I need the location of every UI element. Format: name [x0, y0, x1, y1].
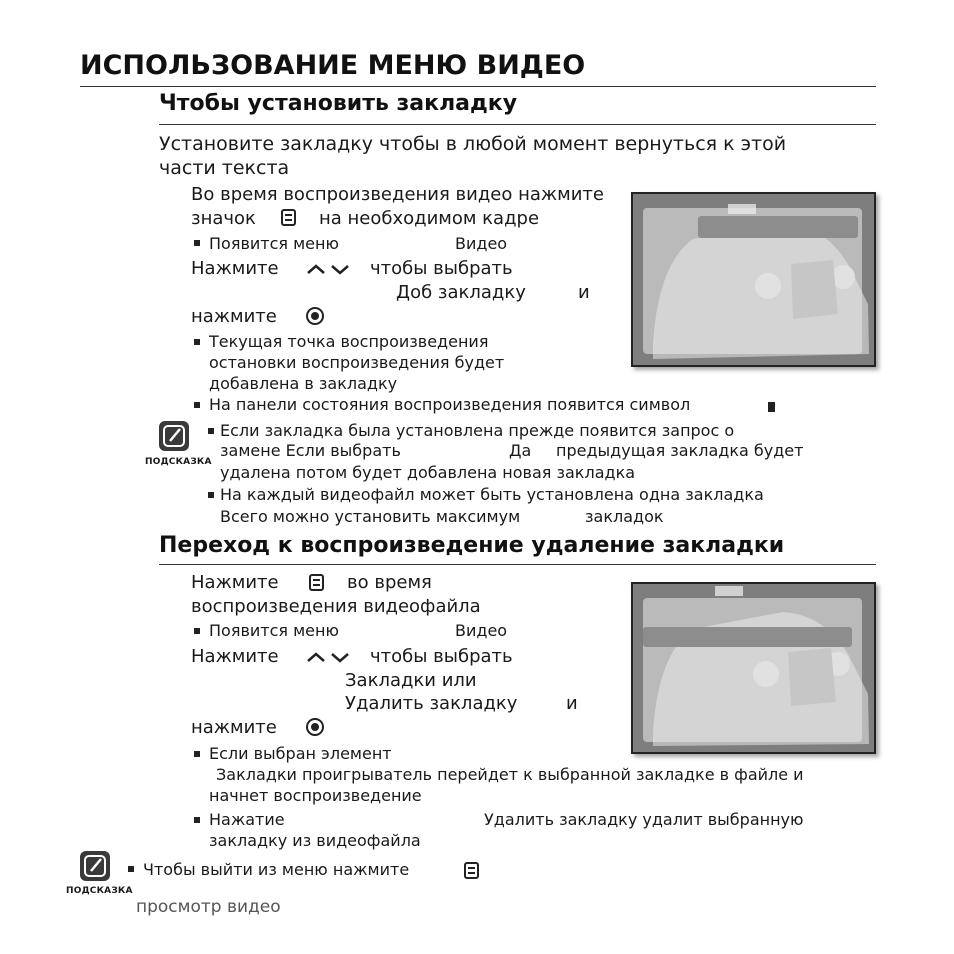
device-screenshot-2 — [631, 582, 876, 754]
tip-label: ПОДСКАЗКА — [145, 457, 212, 467]
s1-step2-option: Доб закладку — [396, 282, 526, 303]
tip-icon — [80, 851, 110, 881]
s2-step2-option2: Удалить закладку — [345, 693, 518, 714]
section2-rule — [159, 564, 876, 565]
s2-bullet2-line2: закладку из видеофайла — [209, 831, 421, 850]
menu-icon — [281, 209, 296, 226]
title-rule — [80, 86, 876, 87]
tip-icon — [159, 421, 189, 451]
tip1-line2a: замене Если выбрать — [220, 441, 401, 460]
s2-step1-press: Нажмите — [191, 572, 279, 593]
s2-step2-select: чтобы выбрать — [370, 646, 513, 667]
ok-button-icon — [306, 307, 324, 325]
section1-intro-line1: Установите закладку чтобы в любой момент вернуться к этой — [159, 133, 787, 155]
bullet-marker — [194, 402, 200, 408]
bullet-marker — [194, 339, 200, 345]
menu-overlay — [643, 598, 862, 742]
s1-step2-press2: нажмите — [191, 306, 277, 327]
s2-step2-option1: Закладки или — [345, 670, 477, 691]
ok-button-icon — [306, 718, 324, 736]
bullet-marker — [194, 817, 200, 823]
tip3-text: Чтобы выйти из меню нажмите — [143, 860, 410, 879]
menu-highlight — [698, 216, 858, 238]
up-down-arrows-icon — [305, 650, 351, 664]
section1-heading: Чтобы установить закладку — [159, 91, 518, 116]
tip1-line2-yes: Да — [509, 441, 532, 460]
s1-step1-word: значок — [191, 208, 256, 229]
s1-bullet1-line2: остановки воспроизведения будет — [209, 353, 505, 372]
bullet-marker — [194, 628, 200, 634]
bullet-marker — [194, 751, 200, 757]
s1-step1-line1: Во время воспроизведения видео нажмите — [191, 184, 604, 205]
page-title: ИСПОЛЬЗОВАНИЕ МЕНЮ ВИДЕО — [80, 50, 586, 81]
s2-step1-during: во время — [347, 572, 432, 593]
s1-bullet1-line3: добавлена в закладку — [209, 374, 398, 393]
tip2-line1: На каждый видеофайл может быть установлена одна закладка — [220, 485, 764, 504]
s1-step1-bullet: Появится меню — [209, 234, 339, 253]
s1-bullet2: На панели состояния воспроизведения появится символ — [209, 395, 691, 414]
s1-step2-press: Нажмите — [191, 258, 279, 279]
s2-step1-line2: воспроизведения видеофайла — [191, 596, 481, 617]
s1-step2-and: и — [578, 282, 590, 303]
s2-bullet2-line1a: Нажатие — [209, 810, 285, 829]
section1-rule — [159, 124, 876, 125]
page-footer: просмотр видео — [136, 897, 281, 917]
s2-bullet1-line1: Если выбран элемент — [209, 744, 392, 763]
bullet-marker — [208, 492, 214, 498]
tip-label: ПОДСКАЗКА — [66, 886, 133, 896]
tip1-line1: Если закладка была установлена прежде появится запрос о — [220, 421, 735, 440]
section2-heading: Переход к воспроизведение удаление закладки — [159, 533, 785, 558]
s1-step1-rest: на необходимом кадре — [319, 208, 540, 229]
s1-step2-select: чтобы выбрать — [370, 258, 513, 279]
bullet-marker — [194, 240, 200, 246]
menu-highlight — [643, 627, 852, 647]
s2-step1-bullet-menu: Видео — [455, 621, 508, 640]
tip1-line3: удалена потом будет добавлена новая закладка — [220, 463, 636, 482]
s2-step2-and: и — [566, 693, 578, 714]
menu-icon — [464, 862, 479, 879]
up-down-arrows-icon — [305, 262, 351, 276]
s1-bullet1-line1: Текущая точка воспроизведения — [209, 332, 489, 351]
bullet-marker — [128, 866, 134, 872]
section1-intro-line2: части текста — [159, 157, 290, 179]
device-screenshot-1 — [631, 192, 876, 367]
tip1-line2b: предыдущая закладка будет — [556, 441, 804, 460]
menu-icon — [309, 574, 324, 591]
s2-bullet2-line1b: Удалить закладку удалит выбранную — [484, 810, 804, 829]
tip2-line2a: Всего можно установить максимум — [220, 507, 521, 526]
s2-bullet1-line3: начнет воспроизведение — [209, 786, 422, 805]
tip2-line2b: закладок — [585, 507, 664, 526]
s2-bullet1-line2: Закладки проигрыватель перейдет к выбранной закладке в файле и — [216, 765, 804, 784]
bookmark-status-icon — [768, 402, 775, 412]
s2-step2-press: Нажмите — [191, 646, 279, 667]
bullet-marker — [208, 428, 214, 434]
s1-step1-bullet-menu: Видео — [455, 234, 508, 253]
s2-step1-bullet: Появится меню — [209, 621, 339, 640]
s2-step2-press2: нажмите — [191, 717, 277, 738]
